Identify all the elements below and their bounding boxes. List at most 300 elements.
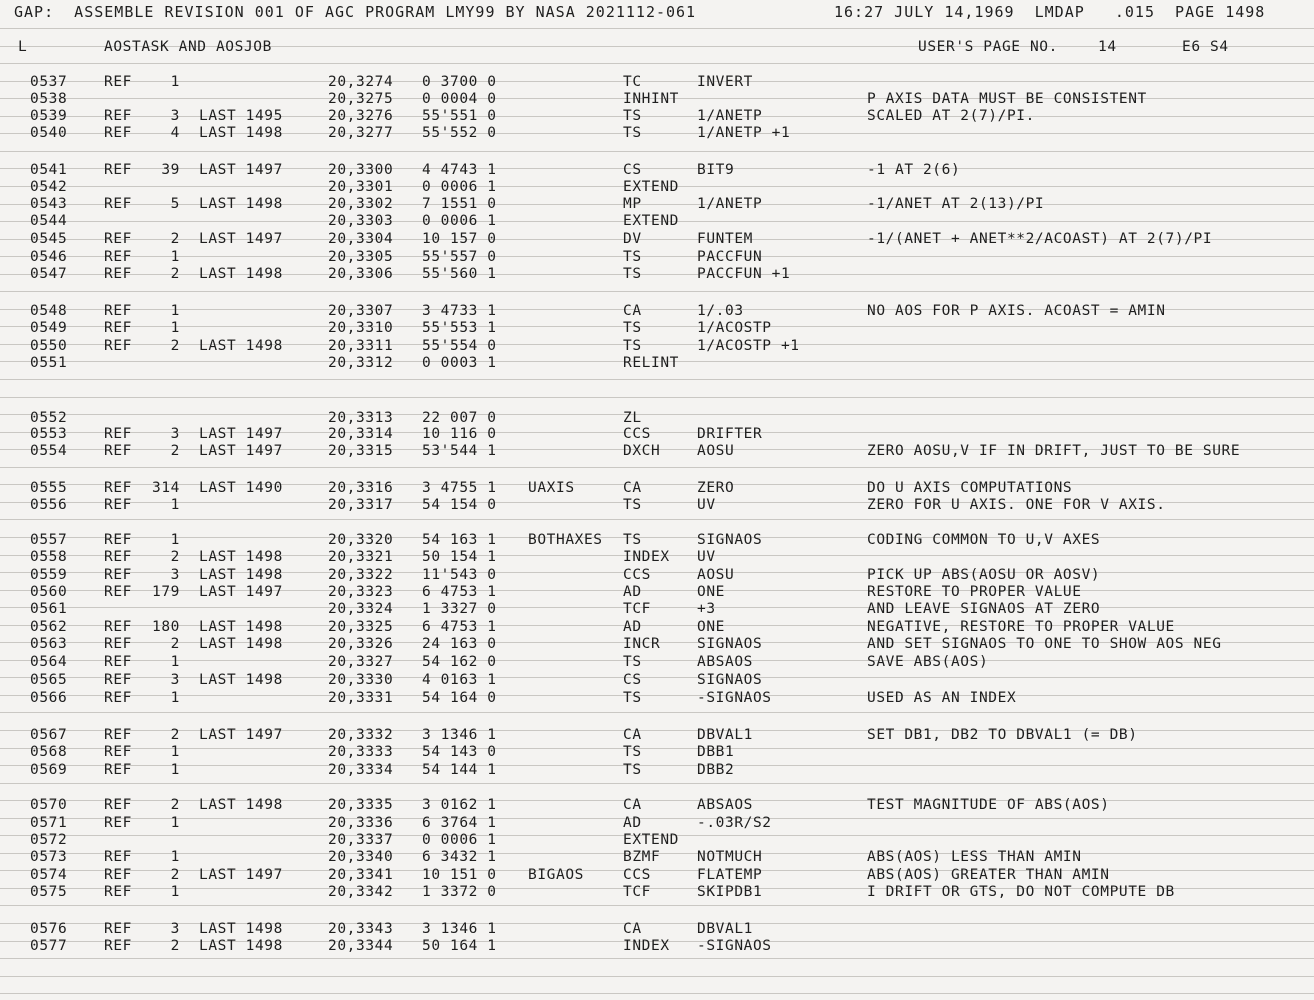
- ref-count: 1: [170, 249, 180, 265]
- opcode: CA: [623, 921, 642, 937]
- operand: UV: [697, 549, 716, 565]
- operand: PACCFUN +1: [697, 266, 791, 282]
- line-number: 0544: [30, 213, 68, 229]
- octal-word: 24 163 0: [422, 636, 497, 652]
- line-number: 0551: [30, 355, 68, 371]
- ref-label: REF: [104, 884, 132, 900]
- ref-count: 2: [170, 636, 180, 652]
- address: 20,3276: [328, 108, 394, 124]
- opcode: CCS: [623, 867, 651, 883]
- user-page-label: USER'S PAGE NO.: [918, 39, 1058, 55]
- ref-count: 179: [152, 584, 180, 600]
- last-page: LAST 1498: [199, 619, 283, 635]
- octal-word: 6 4753 1: [422, 584, 497, 600]
- opcode: INHINT: [623, 91, 679, 107]
- operand: ABSAOS: [697, 654, 753, 670]
- operand: DBB1: [697, 744, 735, 760]
- opcode: TC: [623, 74, 642, 90]
- opcode: MP: [623, 196, 642, 212]
- ref-count: 314: [152, 480, 180, 496]
- address: 20,3303: [328, 213, 394, 229]
- opcode: DV: [623, 231, 642, 247]
- ref-count: 2: [170, 266, 180, 282]
- comment: AND LEAVE SIGNAOS AT ZERO: [867, 601, 1101, 617]
- operand: DRIFTER: [697, 426, 763, 442]
- ref-label: REF: [104, 74, 132, 90]
- line-number: 0539: [30, 108, 68, 124]
- last-page: LAST 1497: [199, 727, 283, 743]
- page-header-title: GAP: ASSEMBLE REVISION 001 OF AGC PROGRAM LMY99 BY NASA 2021112-061: [14, 3, 697, 21]
- line-number: 0540: [30, 125, 68, 141]
- last-page: LAST 1497: [199, 426, 283, 442]
- opcode: INCR: [623, 636, 661, 652]
- listing-flag: L: [18, 39, 28, 55]
- comment: AND SET SIGNAOS TO ONE TO SHOW AOS NEG: [867, 636, 1222, 652]
- comment: ZERO FOR U AXIS. ONE FOR V AXIS.: [867, 497, 1166, 513]
- ref-label: REF: [104, 231, 132, 247]
- line-number: 0548: [30, 303, 68, 319]
- octal-word: 53'544 1: [422, 443, 497, 459]
- octal-word: 3 4755 1: [422, 480, 497, 496]
- comment: -1/(ANET + ANET**2/ACOAST) AT 2(7)/PI: [867, 231, 1213, 247]
- line-number: 0556: [30, 497, 68, 513]
- ref-count: 3: [170, 108, 180, 124]
- ref-label: REF: [104, 815, 132, 831]
- address: 20,3312: [328, 355, 394, 371]
- ref-count: 2: [170, 938, 180, 954]
- octal-word: 50 154 1: [422, 549, 497, 565]
- last-page: LAST 1497: [199, 867, 283, 883]
- line-number: 0563: [30, 636, 68, 652]
- operand: 1/.03: [697, 303, 744, 319]
- octal-word: 0 0004 0: [422, 91, 497, 107]
- address: 20,3301: [328, 179, 394, 195]
- opcode: TS: [623, 266, 642, 282]
- last-page: LAST 1498: [199, 338, 283, 354]
- ref-count: 1: [170, 744, 180, 760]
- line-number: 0565: [30, 672, 68, 688]
- opcode: AD: [623, 815, 642, 831]
- ref-label: REF: [104, 303, 132, 319]
- last-page: LAST 1498: [199, 125, 283, 141]
- last-page: LAST 1498: [199, 549, 283, 565]
- operand: NOTMUCH: [697, 849, 763, 865]
- opcode: BZMF: [623, 849, 661, 865]
- address: 20,3313: [328, 410, 394, 426]
- address: 20,3275: [328, 91, 394, 107]
- address: 20,3310: [328, 320, 394, 336]
- line-number: 0572: [30, 832, 68, 848]
- address: 20,3317: [328, 497, 394, 513]
- line-number: 0553: [30, 426, 68, 442]
- address: 20,3300: [328, 162, 394, 178]
- opcode: CCS: [623, 567, 651, 583]
- line-number: 0567: [30, 727, 68, 743]
- operand: -SIGNAOS: [697, 690, 772, 706]
- ref-label: REF: [104, 320, 132, 336]
- opcode: TCF: [623, 601, 651, 617]
- line-number: 0571: [30, 815, 68, 831]
- line-number: 0577: [30, 938, 68, 954]
- operand: 1/ACOSTP: [697, 320, 772, 336]
- opcode: TS: [623, 744, 642, 760]
- octal-word: 0 0003 1: [422, 355, 497, 371]
- line-number: 0575: [30, 884, 68, 900]
- octal-word: 1 3327 0: [422, 601, 497, 617]
- last-page: LAST 1498: [199, 938, 283, 954]
- line-number: 0570: [30, 797, 68, 813]
- opcode: AD: [623, 619, 642, 635]
- address: 20,3321: [328, 549, 394, 565]
- octal-word: 4 4743 1: [422, 162, 497, 178]
- octal-word: 1 3372 0: [422, 884, 497, 900]
- address: 20,3304: [328, 231, 394, 247]
- address: 20,3341: [328, 867, 394, 883]
- address: 20,3320: [328, 532, 394, 548]
- line-number: 0561: [30, 601, 68, 617]
- ref-label: REF: [104, 249, 132, 265]
- ref-label: REF: [104, 762, 132, 778]
- ref-label: REF: [104, 654, 132, 670]
- ref-label: REF: [104, 867, 132, 883]
- operand: AOSU: [697, 443, 735, 459]
- comment: ABS(AOS) GREATER THAN AMIN: [867, 867, 1110, 883]
- line-number: 0576: [30, 921, 68, 937]
- octal-word: 54 143 0: [422, 744, 497, 760]
- opcode: RELINT: [623, 355, 679, 371]
- line-number: 0537: [30, 74, 68, 90]
- address: 20,3323: [328, 584, 394, 600]
- ref-label: REF: [104, 480, 132, 496]
- opcode: CA: [623, 480, 642, 496]
- octal-word: 7 1551 0: [422, 196, 497, 212]
- comment: NO AOS FOR P AXIS. ACOAST = AMIN: [867, 303, 1166, 319]
- address: 20,3315: [328, 443, 394, 459]
- opcode: TS: [623, 320, 642, 336]
- address: 20,3334: [328, 762, 394, 778]
- operand: -SIGNAOS: [697, 938, 772, 954]
- opcode: TS: [623, 532, 642, 548]
- ref-label: REF: [104, 426, 132, 442]
- ref-count: 3: [170, 672, 180, 688]
- ref-label: REF: [104, 727, 132, 743]
- ref-count: 1: [170, 74, 180, 90]
- line-number: 0543: [30, 196, 68, 212]
- ref-count: 3: [170, 567, 180, 583]
- ref-label: REF: [104, 196, 132, 212]
- comment: CODING COMMON TO U,V AXES: [867, 532, 1101, 548]
- ref-count: 1: [170, 762, 180, 778]
- operand: BIT9: [697, 162, 735, 178]
- address: 20,3331: [328, 690, 394, 706]
- comment: USED AS AN INDEX: [867, 690, 1017, 706]
- line-number: 0552: [30, 410, 68, 426]
- line-number: 0574: [30, 867, 68, 883]
- opcode: CS: [623, 672, 642, 688]
- octal-word: 54 162 0: [422, 654, 497, 670]
- operand: ZERO: [697, 480, 735, 496]
- line-number: 0555: [30, 480, 68, 496]
- operand: AOSU: [697, 567, 735, 583]
- opcode: DXCH: [623, 443, 661, 459]
- last-page: LAST 1498: [199, 636, 283, 652]
- address: 20,3342: [328, 884, 394, 900]
- opcode: CA: [623, 797, 642, 813]
- octal-word: 54 144 1: [422, 762, 497, 778]
- opcode: TS: [623, 690, 642, 706]
- opcode: INDEX: [623, 938, 670, 954]
- comment: -1/ANET AT 2(13)/PI: [867, 196, 1045, 212]
- page-header-timestamp: 16:27 JULY 14,1969 LMDAP .015 PAGE 1498: [834, 3, 1266, 21]
- ref-label: REF: [104, 162, 132, 178]
- line-number: 0538: [30, 91, 68, 107]
- line-number: 0568: [30, 744, 68, 760]
- line-number: 0541: [30, 162, 68, 178]
- octal-word: 55'553 1: [422, 320, 497, 336]
- ref-label: REF: [104, 338, 132, 354]
- opcode: TCF: [623, 884, 651, 900]
- line-number: 0549: [30, 320, 68, 336]
- address: 20,3335: [328, 797, 394, 813]
- ref-count: 2: [170, 443, 180, 459]
- ref-label: REF: [104, 549, 132, 565]
- ref-count: 1: [170, 690, 180, 706]
- address: 20,3314: [328, 426, 394, 442]
- symbol-label: BIGAOS: [528, 867, 584, 883]
- opcode: TS: [623, 497, 642, 513]
- address: 20,3307: [328, 303, 394, 319]
- octal-word: 10 157 0: [422, 231, 497, 247]
- last-page: LAST 1495: [199, 108, 283, 124]
- ref-label: REF: [104, 921, 132, 937]
- ref-count: 180: [152, 619, 180, 635]
- last-page: LAST 1497: [199, 162, 283, 178]
- ref-count: 1: [170, 849, 180, 865]
- operand: INVERT: [697, 74, 753, 90]
- octal-word: 55'560 1: [422, 266, 497, 282]
- comment: TEST MAGNITUDE OF ABS(AOS): [867, 797, 1110, 813]
- line-number: 0564: [30, 654, 68, 670]
- ref-label: REF: [104, 584, 132, 600]
- octal-word: 0 0006 1: [422, 832, 497, 848]
- line-number: 0554: [30, 443, 68, 459]
- octal-word: 10 116 0: [422, 426, 497, 442]
- address: 20,3311: [328, 338, 394, 354]
- opcode: TS: [623, 125, 642, 141]
- operand: 1/ANETP: [697, 196, 763, 212]
- operand: SIGNAOS: [697, 636, 763, 652]
- operand: 1/ANETP +1: [697, 125, 791, 141]
- comment: SCALED AT 2(7)/PI.: [867, 108, 1035, 124]
- comment: ABS(AOS) LESS THAN AMIN: [867, 849, 1082, 865]
- operand: SKIPDB1: [697, 884, 763, 900]
- octal-word: 10 151 0: [422, 867, 497, 883]
- line-number: 0558: [30, 549, 68, 565]
- ref-label: REF: [104, 497, 132, 513]
- comment: NEGATIVE, RESTORE TO PROPER VALUE: [867, 619, 1175, 635]
- operand: SIGNAOS: [697, 532, 763, 548]
- ref-label: REF: [104, 125, 132, 141]
- address: 20,3333: [328, 744, 394, 760]
- operand: ONE: [697, 584, 725, 600]
- operand: PACCFUN: [697, 249, 763, 265]
- ref-count: 1: [170, 303, 180, 319]
- octal-word: 4 0163 1: [422, 672, 497, 688]
- octal-word: 54 154 0: [422, 497, 497, 513]
- comment: RESTORE TO PROPER VALUE: [867, 584, 1082, 600]
- last-page: LAST 1498: [199, 266, 283, 282]
- operand: +3: [697, 601, 716, 617]
- last-page: LAST 1498: [199, 797, 283, 813]
- last-page: LAST 1498: [199, 921, 283, 937]
- user-page-number: 14: [1098, 39, 1117, 55]
- page-code: E6 S4: [1182, 39, 1229, 55]
- last-page: LAST 1498: [199, 672, 283, 688]
- octal-word: 0 3700 0: [422, 74, 497, 90]
- ref-count: 2: [170, 231, 180, 247]
- operand: SIGNAOS: [697, 672, 763, 688]
- opcode: CS: [623, 162, 642, 178]
- ref-count: 1: [170, 654, 180, 670]
- symbol-label: UAXIS: [528, 480, 575, 496]
- octal-word: 55'552 0: [422, 125, 497, 141]
- ref-label: REF: [104, 797, 132, 813]
- address: 20,3324: [328, 601, 394, 617]
- line-number: 0542: [30, 179, 68, 195]
- opcode: EXTEND: [623, 179, 679, 195]
- last-page: LAST 1497: [199, 443, 283, 459]
- comment: ZERO AOSU,V IF IN DRIFT, JUST TO BE SURE: [867, 443, 1241, 459]
- address: 20,3325: [328, 619, 394, 635]
- ref-label: REF: [104, 744, 132, 760]
- ref-count: 2: [170, 549, 180, 565]
- octal-word: 6 4753 1: [422, 619, 497, 635]
- address: 20,3306: [328, 266, 394, 282]
- operand: -.03R/S2: [697, 815, 772, 831]
- line-number: 0559: [30, 567, 68, 583]
- octal-word: 3 0162 1: [422, 797, 497, 813]
- operand: ONE: [697, 619, 725, 635]
- operand: ABSAOS: [697, 797, 753, 813]
- ref-count: 1: [170, 884, 180, 900]
- comment: I DRIFT OR GTS, DO NOT COMPUTE DB: [867, 884, 1175, 900]
- opcode: CA: [623, 727, 642, 743]
- opcode: ZL: [623, 410, 642, 426]
- octal-word: 6 3432 1: [422, 849, 497, 865]
- ref-count: 2: [170, 338, 180, 354]
- address: 20,3327: [328, 654, 394, 670]
- opcode: TS: [623, 654, 642, 670]
- octal-word: 3 1346 1: [422, 727, 497, 743]
- ref-count: 39: [161, 162, 180, 178]
- ref-count: 4: [170, 125, 180, 141]
- octal-word: 22 007 0: [422, 410, 497, 426]
- line-number: 0562: [30, 619, 68, 635]
- opcode: EXTEND: [623, 213, 679, 229]
- last-page: LAST 1490: [199, 480, 283, 496]
- ref-count: 2: [170, 727, 180, 743]
- comment: -1 AT 2(6): [867, 162, 961, 178]
- ref-label: REF: [104, 532, 132, 548]
- address: 20,3343: [328, 921, 394, 937]
- line-number: 0573: [30, 849, 68, 865]
- comment: SET DB1, DB2 TO DBVAL1 (= DB): [867, 727, 1138, 743]
- address: 20,3274: [328, 74, 394, 90]
- opcode: CCS: [623, 426, 651, 442]
- line-number: 0546: [30, 249, 68, 265]
- last-page: LAST 1498: [199, 196, 283, 212]
- ref-label: REF: [104, 636, 132, 652]
- octal-word: 3 1346 1: [422, 921, 497, 937]
- address: 20,3337: [328, 832, 394, 848]
- address: 20,3316: [328, 480, 394, 496]
- ref-label: REF: [104, 266, 132, 282]
- address: 20,3332: [328, 727, 394, 743]
- opcode: INDEX: [623, 549, 670, 565]
- octal-word: 0 0006 1: [422, 213, 497, 229]
- comment: PICK UP ABS(AOSU OR AOSV): [867, 567, 1101, 583]
- octal-word: 55'551 0: [422, 108, 497, 124]
- operand: 1/ACOSTP +1: [697, 338, 800, 354]
- opcode: EXTEND: [623, 832, 679, 848]
- address: 20,3336: [328, 815, 394, 831]
- symbol-label: BOTHAXES: [528, 532, 603, 548]
- address: 20,3322: [328, 567, 394, 583]
- last-page: LAST 1497: [199, 584, 283, 600]
- operand: UV: [697, 497, 716, 513]
- octal-word: 55'554 0: [422, 338, 497, 354]
- octal-word: 55'557 0: [422, 249, 497, 265]
- ref-count: 1: [170, 320, 180, 336]
- address: 20,3277: [328, 125, 394, 141]
- ref-count: 5: [170, 196, 180, 212]
- address: 20,3302: [328, 196, 394, 212]
- ref-count: 1: [170, 532, 180, 548]
- line-number: 0557: [30, 532, 68, 548]
- operand: DBVAL1: [697, 921, 753, 937]
- operand: DBVAL1: [697, 727, 753, 743]
- operand: 1/ANETP: [697, 108, 763, 124]
- operand: FUNTEM: [697, 231, 753, 247]
- line-number: 0550: [30, 338, 68, 354]
- ref-label: REF: [104, 619, 132, 635]
- line-number: 0560: [30, 584, 68, 600]
- ref-label: REF: [104, 938, 132, 954]
- opcode: TS: [623, 249, 642, 265]
- comment: DO U AXIS COMPUTATIONS: [867, 480, 1073, 496]
- address: 20,3305: [328, 249, 394, 265]
- last-page: LAST 1497: [199, 231, 283, 247]
- opcode: AD: [623, 584, 642, 600]
- line-number: 0547: [30, 266, 68, 282]
- address: 20,3330: [328, 672, 394, 688]
- operand: FLATEMP: [697, 867, 763, 883]
- ref-label: REF: [104, 108, 132, 124]
- opcode: TS: [623, 108, 642, 124]
- address: 20,3344: [328, 938, 394, 954]
- ref-label: REF: [104, 672, 132, 688]
- ref-count: 3: [170, 426, 180, 442]
- line-number: 0566: [30, 690, 68, 706]
- address: 20,3326: [328, 636, 394, 652]
- ref-count: 2: [170, 797, 180, 813]
- line-number: 0569: [30, 762, 68, 778]
- octal-word: 0 0006 1: [422, 179, 497, 195]
- octal-word: 3 4733 1: [422, 303, 497, 319]
- opcode: TS: [623, 338, 642, 354]
- line-number: 0545: [30, 231, 68, 247]
- address: 20,3340: [328, 849, 394, 865]
